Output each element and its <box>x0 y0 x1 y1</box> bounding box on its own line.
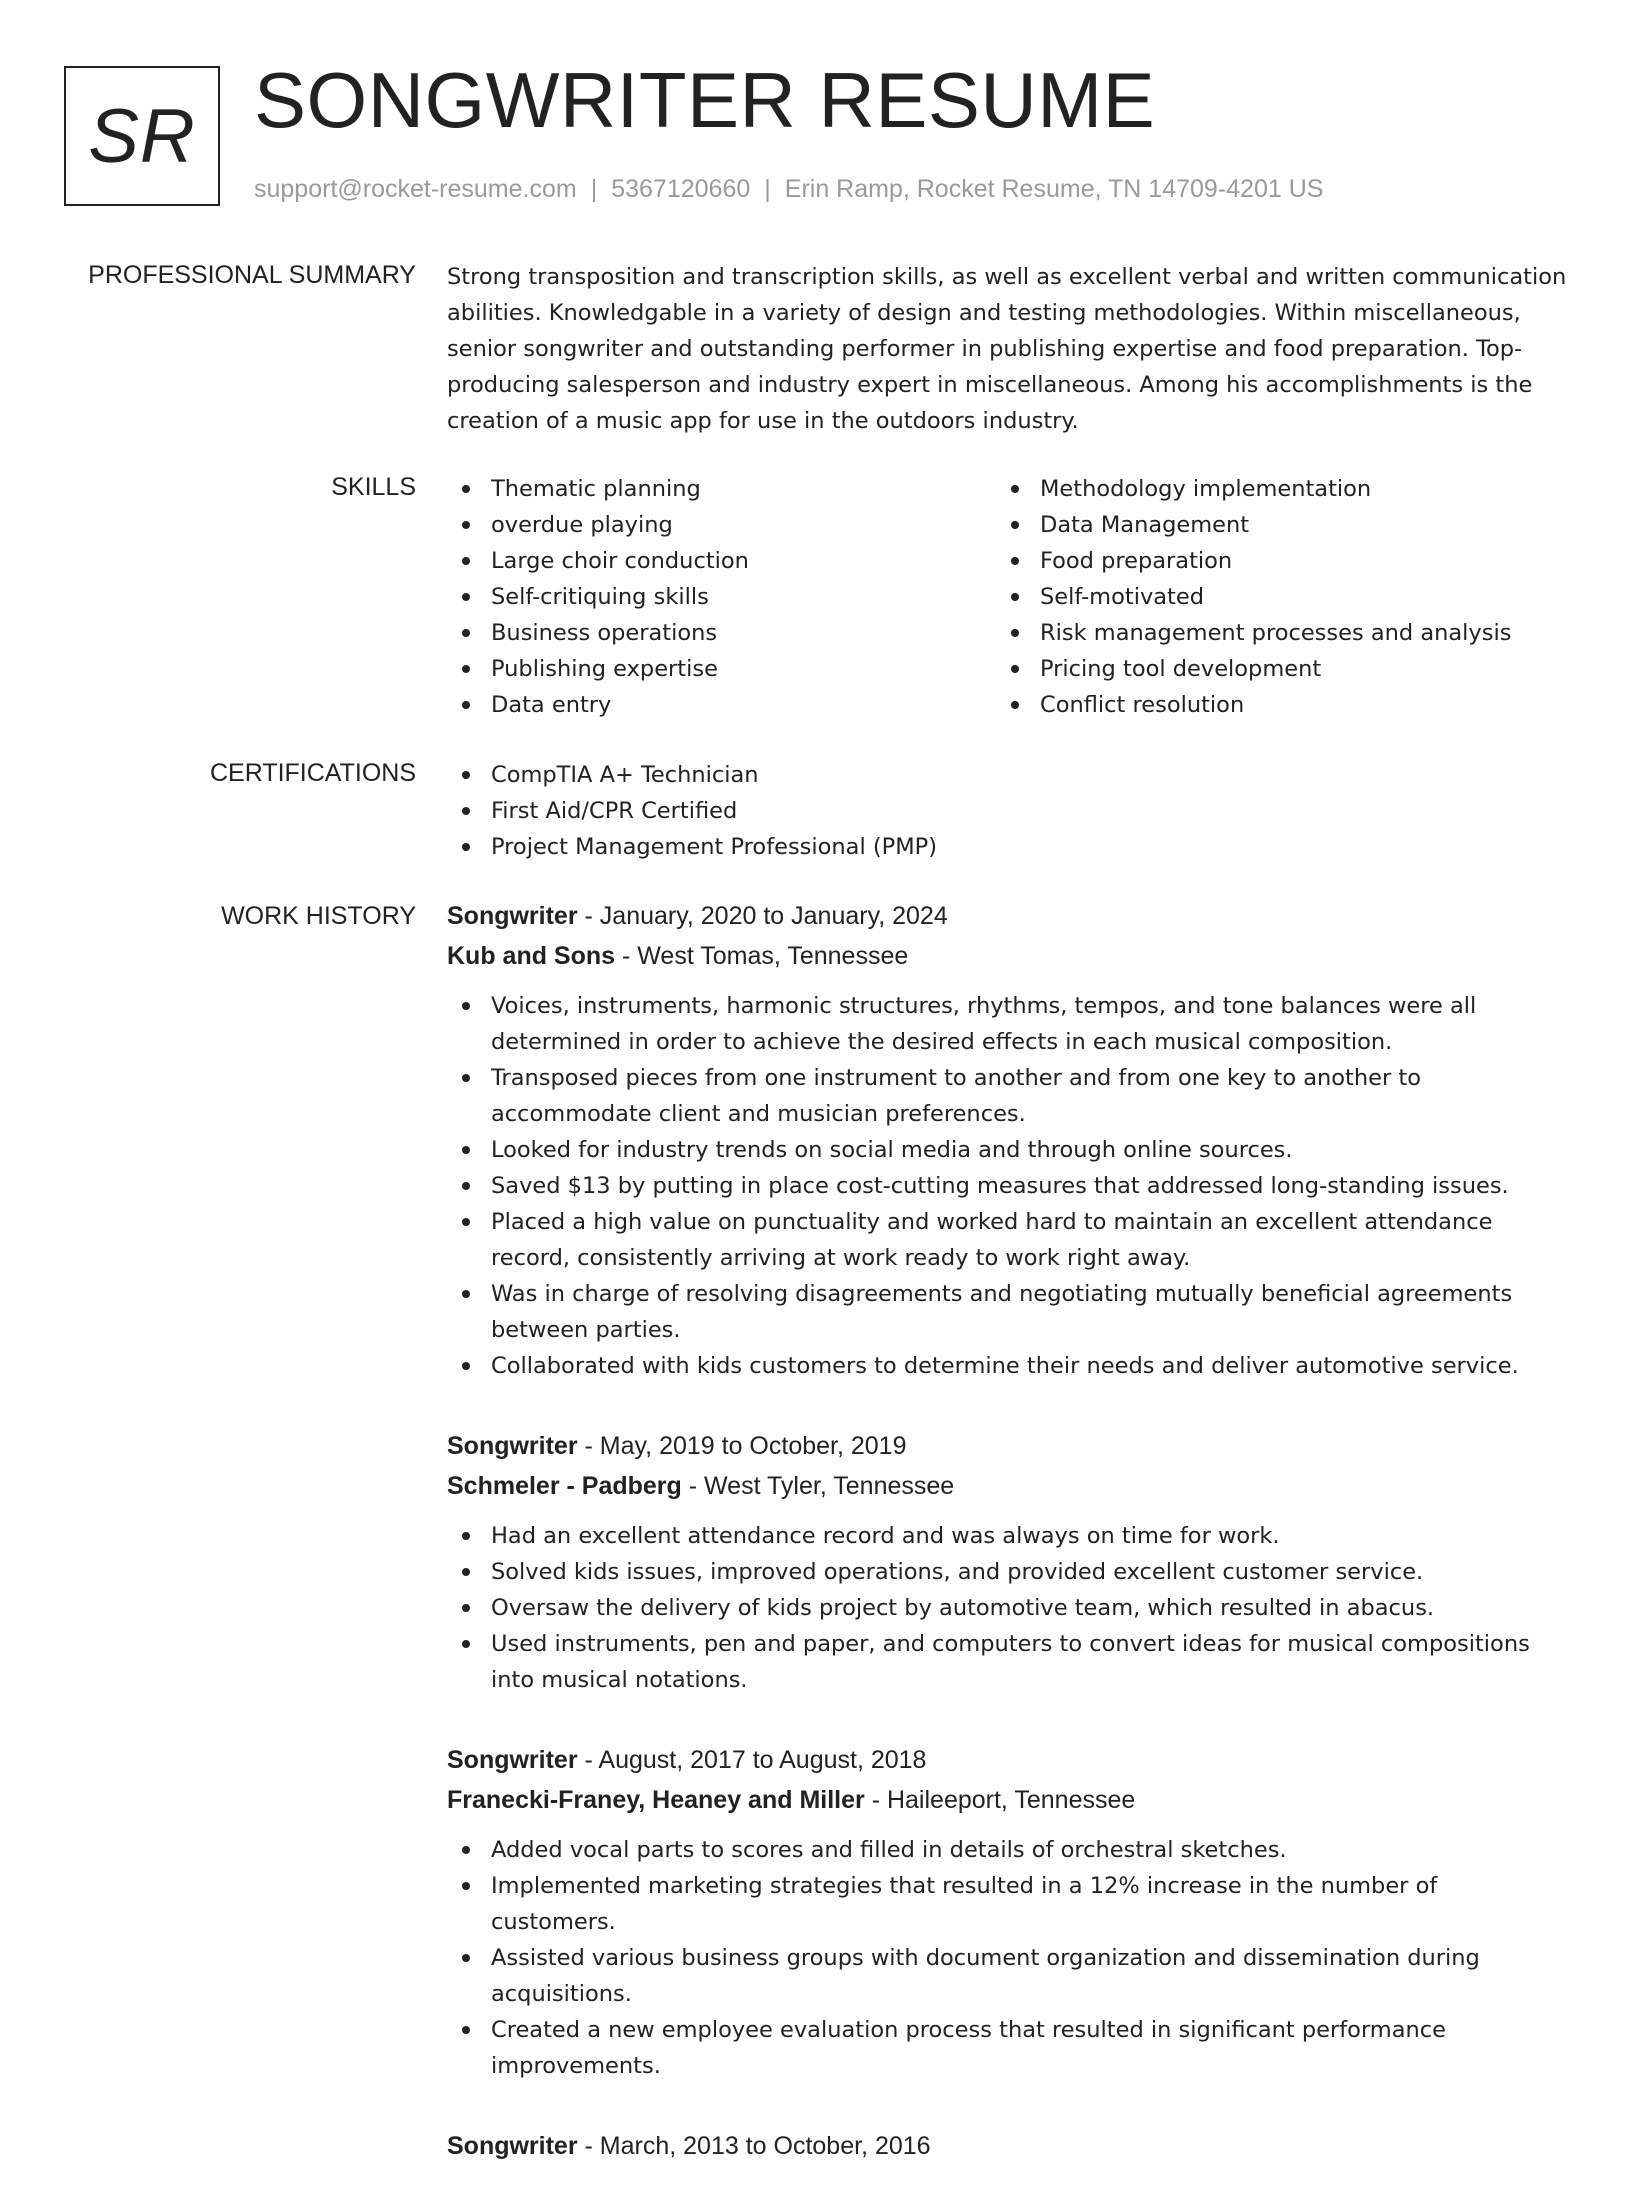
job-entry <box>447 896 1567 1384</box>
skill-item: Methodology implementation <box>996 471 1545 507</box>
skills-section <box>447 471 1567 723</box>
certification-item: Project Management Professional (PMP) <box>447 829 1567 865</box>
skills-columns <box>447 471 1567 723</box>
job-dates: - May, 2019 to October, 2019 <box>584 1432 907 1460</box>
section-label-summary: PROFESSIONAL SUMMARY <box>88 261 416 289</box>
monogram-initials: SR <box>88 93 196 179</box>
skill-item: Conflict resolution <box>996 687 1545 723</box>
job-bullet: Oversaw the delivery of kids project by automotive team, which resulted in abacus. <box>447 1590 1567 1626</box>
job-location: - West Tyler, Tennessee <box>688 1472 955 1500</box>
skill-item: Data Management <box>996 507 1545 543</box>
skill-item: overdue playing <box>447 507 996 543</box>
contact-address: Erin Ramp, Rocket Resume, TN 14709-4201 US <box>784 175 1324 203</box>
job-location: - West Tomas, Tennessee <box>622 942 909 970</box>
job-bullets <box>447 1832 1567 2084</box>
job-title: Songwriter <box>447 2132 578 2160</box>
job-entry <box>447 1426 1567 1698</box>
job-title-line <box>447 1426 1567 1466</box>
job-title: Songwriter <box>447 902 578 930</box>
job-bullet: Implemented marketing strategies that resulted in a 12% increase in the number of customers. <box>447 1868 1567 1940</box>
job-bullet: Saved $13 by putting in place cost-cutting measures that addressed long-standing issues. <box>447 1168 1567 1204</box>
skill-item: Data entry <box>447 687 996 723</box>
skill-item: Risk management processes and analysis <box>996 615 1545 651</box>
contact-line <box>254 172 1323 206</box>
certification-item: CompTIA A+ Technician <box>447 757 1567 793</box>
work-history-section <box>447 896 1567 2208</box>
certifications-list <box>447 757 1567 865</box>
job-bullet: Was in charge of resolving disagreements and negotiating mutually beneficial agreements between parties. <box>447 1276 1567 1348</box>
job-location: - Haileeport, Tennessee <box>871 1786 1136 1814</box>
job-company: Kub and Sons <box>447 942 616 970</box>
job-entry <box>447 1740 1567 2084</box>
job-title: Songwriter <box>447 1746 578 1774</box>
job-bullet: Voices, instruments, harmonic structures, rhythms, tempos, and tone balances were all determined in order to achieve the desired effects in each musical composition. <box>447 988 1567 1060</box>
job-entry <box>447 2126 1567 2166</box>
monogram-box <box>64 66 220 206</box>
job-bullet: Had an excellent attendance record and was always on time for work. <box>447 1518 1567 1554</box>
skill-item: Large choir conduction <box>447 543 996 579</box>
skill-item: Thematic planning <box>447 471 996 507</box>
section-label-work-history: WORK HISTORY <box>221 902 416 930</box>
contact-separator: | <box>764 175 771 203</box>
job-bullet: Transposed pieces from one instrument to another and from one key to another to accommodate client and musician preferences. <box>447 1060 1567 1132</box>
job-company: Schmeler - Padberg <box>447 1472 682 1500</box>
contact-phone: 5367120660 <box>611 175 751 203</box>
job-bullet: Solved kids issues, improved operations, and provided excellent customer service. <box>447 1554 1567 1590</box>
job-bullet: Placed a high value on punctuality and worked hard to maintain an excellent attendance record, consistently arriving at work ready to work right away. <box>447 1204 1567 1276</box>
skills-list-right <box>996 471 1545 723</box>
job-bullet: Created a new employee evaluation process that resulted in significant performance improvements. <box>447 2012 1567 2084</box>
job-bullet: Looked for industry trends on social media and through online sources. <box>447 1132 1567 1168</box>
section-label-skills: SKILLS <box>331 473 416 501</box>
skill-item: Self-motivated <box>996 579 1545 615</box>
contact-email: support@rocket-resume.com <box>254 175 577 203</box>
job-company-line <box>447 936 1567 976</box>
resume-title: SONGWRITER RESUME <box>254 56 1156 144</box>
skills-list-left <box>447 471 996 723</box>
job-company-line <box>447 1466 1567 1506</box>
skill-item: Self-critiquing skills <box>447 579 996 615</box>
job-title-line <box>447 1740 1567 1780</box>
job-bullets <box>447 1518 1567 1698</box>
contact-separator: | <box>590 175 598 203</box>
job-dates: - August, 2017 to August, 2018 <box>584 1746 927 1774</box>
certification-item: First Aid/CPR Certified <box>447 793 1567 829</box>
skill-item: Publishing expertise <box>447 651 996 687</box>
job-bullet: Used instruments, pen and paper, and computers to convert ideas for musical compositions into musical notations. <box>447 1626 1567 1698</box>
job-dates: - January, 2020 to January, 2024 <box>584 902 948 930</box>
job-bullet: Added vocal parts to scores and filled in details of orchestral sketches. <box>447 1832 1567 1868</box>
job-title: Songwriter <box>447 1432 578 1460</box>
job-bullet: Collaborated with kids customers to determine their needs and deliver automotive service. <box>447 1348 1567 1384</box>
job-title-line <box>447 2126 1567 2166</box>
job-title-line <box>447 896 1567 936</box>
skill-item: Business operations <box>447 615 996 651</box>
summary-text: Strong transposition and transcription skills, as well as excellent verbal and written communication abilities. Knowledgable in a variety of design and testing methodologies. Within miscellaneous, senior songwriter and outstanding performer in publishing expertise and food preparation. Top-producing salesperson and industry expert in miscellaneous. Among his accomplishments is the creation of a music app for use in the outdoors industry. <box>447 264 1567 434</box>
job-bullet: Assisted various business groups with document organization and dissemination during acquisitions. <box>447 1940 1567 2012</box>
certifications-section <box>447 757 1567 865</box>
job-company-line <box>447 1780 1567 1820</box>
summary-section <box>447 259 1567 439</box>
skill-item: Food preparation <box>996 543 1545 579</box>
skill-item: Pricing tool development <box>996 651 1545 687</box>
job-bullets <box>447 988 1567 1384</box>
job-company: Franecki-Franey, Heaney and Miller <box>447 1786 865 1814</box>
section-label-certifications: CERTIFICATIONS <box>209 759 416 787</box>
job-dates: - March, 2013 to October, 2016 <box>584 2132 931 2160</box>
